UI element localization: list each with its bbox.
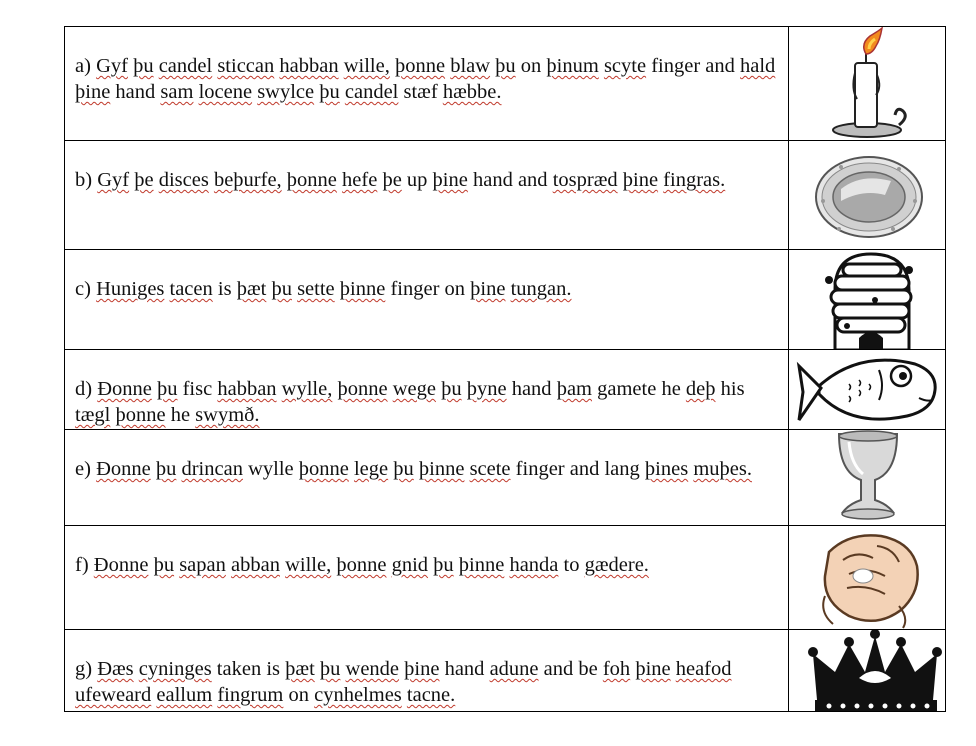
- misspelled-word: þines: [644, 458, 689, 480]
- illustration-cell: [789, 630, 946, 712]
- misspelled-word: Gyf: [97, 169, 130, 191]
- misspelled-word: wende: [345, 658, 400, 680]
- word: stæf: [403, 81, 438, 103]
- misspelled-word: gnid: [391, 554, 429, 576]
- word: is: [217, 278, 232, 300]
- misspelled-word: drincan: [181, 458, 243, 480]
- row-letter: d): [75, 378, 93, 400]
- misspelled-word: þu: [319, 81, 340, 103]
- illustration-cell: [789, 27, 946, 141]
- misspelled-word: þu: [155, 458, 177, 480]
- table-row: [65, 526, 946, 630]
- misspelled-word: þonne: [286, 169, 337, 191]
- misspelled-word: þonne: [115, 404, 166, 426]
- misspelled-word: cyninges: [138, 658, 212, 680]
- misspelled-word: þine: [635, 658, 671, 680]
- misspelled-word: þinne: [418, 458, 465, 480]
- misspelled-word: beþurfe,: [213, 169, 282, 191]
- misspelled-word: Huniges: [96, 278, 165, 300]
- misspelled-word: þu: [441, 378, 462, 400]
- misspelled-word: þine: [470, 278, 506, 300]
- misspelled-word: sette: [297, 278, 335, 300]
- misspelled-word: wille,: [343, 55, 390, 77]
- misspelled-word: wylle,: [281, 378, 333, 400]
- illustration-cell: [789, 526, 946, 630]
- misspelled-word: hæbbe.: [442, 81, 502, 103]
- misspelled-word: Ðæs: [97, 658, 134, 680]
- misspelled-word: þu: [393, 458, 414, 480]
- misspelled-word: fingras.: [663, 169, 726, 191]
- misspelled-word: þu: [271, 278, 292, 300]
- misspelled-word: adune: [489, 658, 539, 680]
- illustration-cell: [789, 350, 946, 430]
- row-letter: f): [75, 554, 89, 576]
- misspelled-word: locene: [198, 81, 253, 103]
- misspelled-word: cynhelmes: [314, 684, 402, 706]
- word: hand: [511, 378, 552, 400]
- misspelled-word: þe: [382, 169, 402, 191]
- misspelled-word: þu: [433, 554, 454, 576]
- word: finger: [651, 55, 701, 77]
- misspelled-word: hefe: [342, 169, 378, 191]
- illustration-cell: [789, 141, 946, 250]
- word: finger: [515, 458, 565, 480]
- misspelled-word: þine: [622, 169, 659, 191]
- table-row: [65, 630, 946, 712]
- misspelled-word: þonne: [298, 458, 349, 480]
- illustration-cell: [789, 430, 946, 526]
- table-row: [65, 27, 946, 141]
- misspelled-word: sam: [160, 81, 194, 103]
- misspelled-word: wille,: [285, 554, 332, 576]
- word: he: [170, 404, 191, 426]
- misspelled-word: abban: [231, 554, 280, 576]
- misspelled-word: þyne: [466, 378, 507, 400]
- instruction-text-cell: [65, 250, 789, 350]
- word: his: [720, 378, 745, 400]
- misspelled-word: eallum: [156, 684, 213, 706]
- misspelled-word: þinne: [339, 278, 386, 300]
- word: and: [569, 458, 600, 480]
- row-letter: c): [75, 278, 91, 300]
- misspelled-word: disces: [158, 169, 209, 191]
- misspelled-word: sapan: [179, 554, 226, 576]
- word: and: [705, 55, 735, 77]
- word: and: [517, 169, 548, 191]
- misspelled-word: Ðonne: [97, 378, 152, 400]
- instruction-text-cell: [65, 430, 789, 526]
- word: lang: [604, 458, 640, 480]
- word: finger: [390, 278, 440, 300]
- misspelled-word: habban: [279, 55, 339, 77]
- word: on: [520, 55, 542, 77]
- misspelled-word: deþ: [685, 378, 716, 400]
- word: on: [288, 684, 309, 706]
- misspelled-word: þe: [134, 169, 154, 191]
- word: on: [444, 278, 466, 300]
- instruction-text-cell: [65, 141, 789, 250]
- misspelled-word: candel: [344, 81, 399, 103]
- table-row: [65, 141, 946, 250]
- misspelled-word: þæt: [236, 278, 267, 300]
- misspelled-word: þine: [75, 81, 111, 103]
- table-row: [65, 350, 946, 430]
- misspelled-word: foh: [602, 658, 631, 680]
- misspelled-word: þinum: [546, 55, 599, 77]
- word: is: [266, 658, 281, 680]
- misspelled-word: muþes.: [693, 458, 752, 480]
- misspelled-word: habban: [217, 378, 277, 400]
- misspelled-word: Ðonne: [96, 458, 151, 480]
- instruction-text-cell: [65, 526, 789, 630]
- misspelled-word: candel: [158, 55, 213, 77]
- misspelled-word: þonne: [337, 378, 388, 400]
- misspelled-word: þonne: [394, 55, 446, 77]
- misspelled-word: fingrum: [217, 684, 284, 706]
- misspelled-word: blaw: [450, 55, 491, 77]
- misspelled-word: handa: [509, 554, 559, 576]
- cropped-header-line: [0, 0, 976, 6]
- misspelled-word: þinne: [458, 554, 505, 576]
- misspelled-word: þu: [495, 55, 516, 77]
- misspelled-word: lege: [353, 458, 389, 480]
- misspelled-word: þu: [153, 554, 175, 576]
- word: hand: [444, 658, 485, 680]
- misspelled-word: þam: [556, 378, 592, 400]
- misspelled-word: tacne.: [406, 684, 456, 706]
- instruction-text-cell: [65, 350, 789, 430]
- row-letter: g): [75, 658, 93, 680]
- instruction-table: [64, 26, 946, 712]
- misspelled-word: þu: [133, 55, 154, 77]
- word: taken: [216, 658, 262, 680]
- illustration-cell: [789, 250, 946, 350]
- word: hand: [472, 169, 513, 191]
- word: hand: [115, 81, 156, 103]
- misspelled-word: tacen: [169, 278, 213, 300]
- misspelled-word: Ðonne: [93, 554, 149, 576]
- misspelled-word: swylce: [257, 81, 315, 103]
- word: up: [406, 169, 428, 191]
- misspelled-word: Gyf: [96, 55, 128, 77]
- misspelled-word: þu: [156, 378, 178, 400]
- word: gamete: [597, 378, 657, 400]
- instruction-text-cell: [65, 630, 789, 712]
- misspelled-word: þæt: [285, 658, 315, 680]
- misspelled-word: ufeweard: [75, 684, 152, 706]
- misspelled-word: tospræd: [552, 169, 618, 191]
- misspelled-word: hald: [740, 55, 776, 77]
- misspelled-word: gædere.: [584, 554, 649, 576]
- misspelled-word: þine: [432, 169, 468, 191]
- misspelled-word: þu: [319, 658, 341, 680]
- word: wylle: [248, 458, 294, 480]
- misspelled-word: tungan.: [510, 278, 572, 300]
- misspelled-word: þonne: [336, 554, 387, 576]
- table-row: [65, 430, 946, 526]
- misspelled-word: heafod: [675, 658, 732, 680]
- row-letter: e): [75, 458, 91, 480]
- row-letter: a): [75, 55, 91, 77]
- word: fisc: [182, 378, 213, 400]
- misspelled-word: wege: [392, 378, 436, 400]
- misspelled-word: scyte: [603, 55, 647, 77]
- row-letter: b): [75, 169, 93, 191]
- word: be: [578, 658, 598, 680]
- misspelled-word: sticcan: [217, 55, 275, 77]
- misspelled-word: þine: [404, 658, 440, 680]
- misspelled-word: scete: [469, 458, 511, 480]
- word: and: [543, 658, 574, 680]
- instruction-text-cell: [65, 27, 789, 141]
- table-row: [65, 250, 946, 350]
- word: he: [661, 378, 681, 400]
- misspelled-word: swymð.: [195, 404, 260, 426]
- misspelled-word: tægl: [75, 404, 111, 426]
- word: to: [563, 554, 580, 576]
